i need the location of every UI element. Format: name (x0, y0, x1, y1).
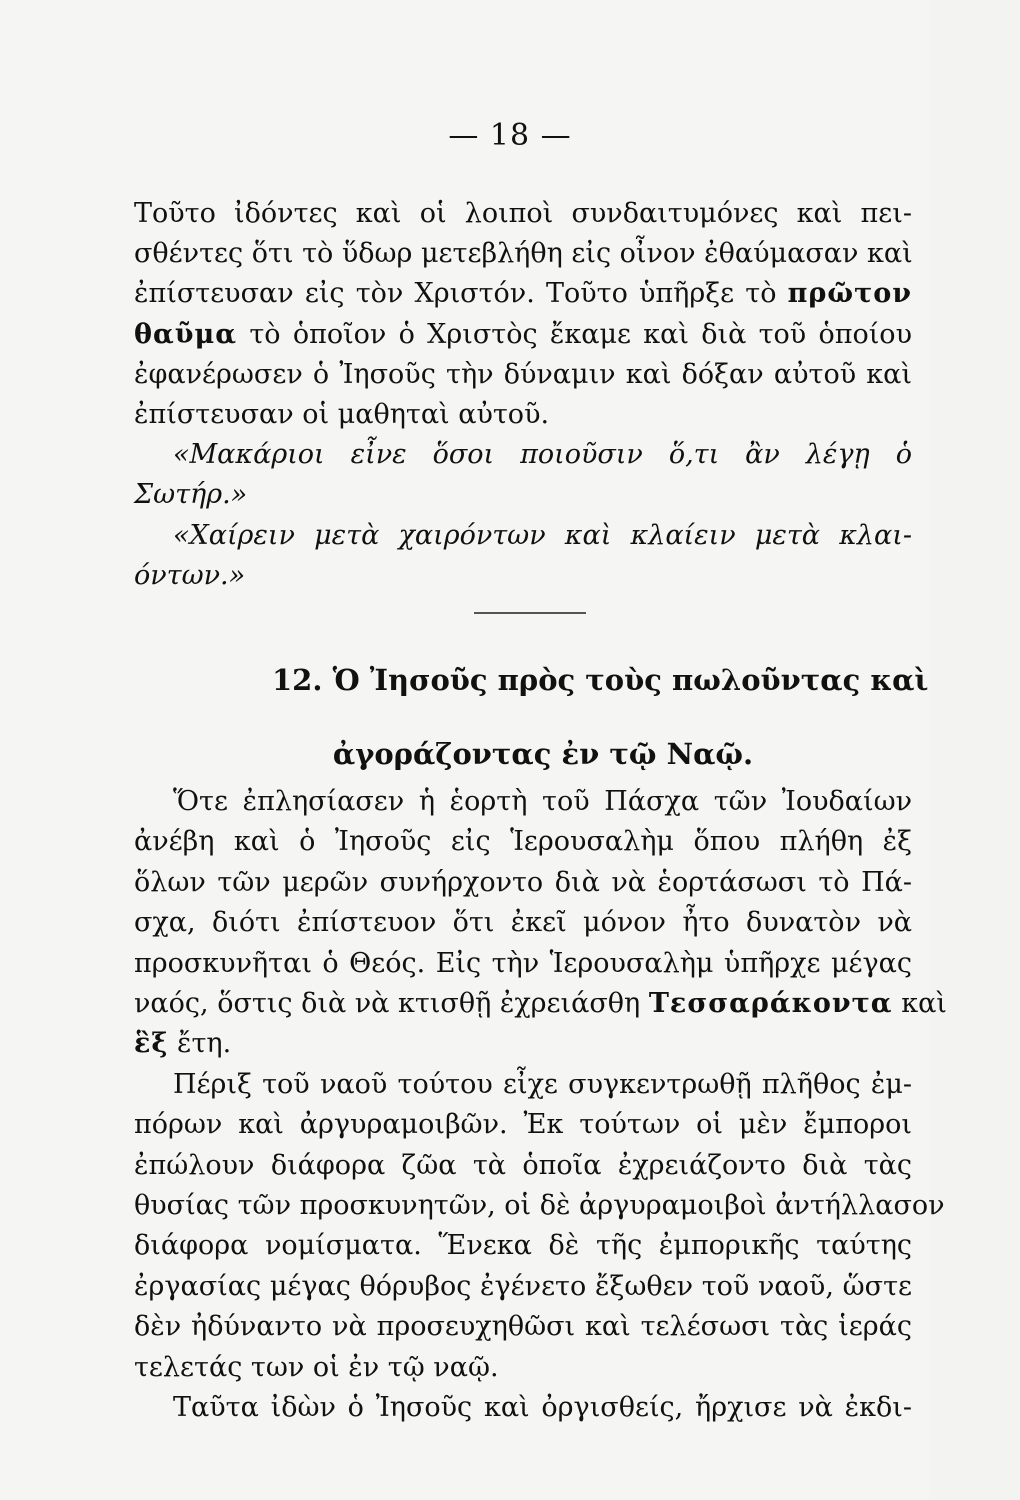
text-line: πόρων καὶ ἀργυραμοιβῶν. Ἐκ τούτων οἱ μὲν ἔμποροι (134, 1109, 912, 1141)
text-line: διάφορα νομίσματα. Ἕνεκα δὲ τῆς ἐμπορικῆς ταύτης (134, 1230, 912, 1262)
text-segment: τὸ ὁποῖον ὁ Χριστὸς ἔκαμε καὶ διὰ τοῦ ὁποίου (249, 318, 912, 350)
text-line: Πέριξ τοῦ ναοῦ τούτου εἶχε συγκεντρωθῇ πλῆθος ἐμ- (173, 1068, 912, 1100)
text-line: προσκυνῆται ὁ Θεός. Εἰς τὴν Ἱερουσαλὴμ ὑπῆρχε μέγας (134, 947, 912, 979)
text-segment: σθέντες ὅτι τὸ ὕδωρ μετεβλήθη εἰς οἶνον ἐθαύμασαν καὶ (134, 238, 913, 270)
section-number: 12. (272, 663, 323, 697)
text-segment: ναός, ὅστις διὰ νὰ κτισθῇ ἐχρειάσθη (134, 988, 641, 1020)
text-line: ἀνέβη καὶ ὁ Ἰησοῦς εἰς Ἱερουσαλὴμ ὅπου πλήθη ἐξ (134, 826, 912, 858)
text-line (134, 234, 912, 274)
text-line: Τοῦτο ἰδόντες καὶ οἱ λοιποὶ συνδαιτυμόνες καὶ πει- (134, 198, 912, 229)
intro-paragraph (134, 194, 912, 596)
text-line (134, 984, 947, 1024)
bold-term-forty: Τεσσαράκοντα (648, 988, 893, 1020)
heading-line: ἀγοράζοντας ἐν τῷ Ναῷ. (332, 737, 754, 771)
text-line: θυσίας τῶν προσκυνητῶν, οἱ δὲ ἀργυραμοιβοὶ ἀντήλλασον (134, 1190, 945, 1222)
text-segment: ἔτη. (177, 1028, 232, 1060)
text-line: Ὅτε ἐπλησίασεν ἡ ἑορτὴ τοῦ Πάσχα τῶν Ἰουδαίων (173, 786, 912, 817)
text-line (134, 1024, 912, 1064)
body-paragraphs (134, 782, 947, 1429)
text-line: σχα, διότι ἐπίστευον ὅτι ἐκεῖ μόνον ἦτο δυνατὸν νὰ (134, 907, 912, 939)
bold-term-first: πρῶτον (787, 278, 912, 310)
text-line (134, 315, 912, 355)
text-line (134, 274, 912, 314)
bold-term-six: ἓξ (134, 1028, 169, 1060)
text-line: ἐργασίας μέγας θόρυβος ἐγένετο ἔξωθεν τοῦ ναοῦ, ὥστε (134, 1270, 912, 1302)
quote-line: όντων.» (134, 559, 246, 591)
text-line: ἐπώλουν διάφορα ζῶα τὰ ὁποῖα ἐχρειάζοντο διὰ τὰς (134, 1149, 912, 1181)
section-divider (474, 612, 586, 614)
heading-line (134, 650, 929, 710)
page-number: — 18 — (448, 118, 572, 153)
section-heading (134, 650, 929, 784)
text-line: τελετάς των οἱ ἐν τῷ ναῷ. (134, 1351, 499, 1383)
text-line: ὅλων τῶν μερῶν συνήρχοντο διὰ νὰ ἑορτάσωσι τὸ Πά- (134, 866, 912, 898)
quote-line: Σωτήρ.» (134, 479, 248, 511)
heading-text: Ὁ Ἰησοῦς πρὸς τοὺς πωλοῦντας καὶ (332, 663, 929, 697)
quote-line: «Χαίρειν μετὰ χαιρόντων καὶ κλαίειν μετὰ κλαι- (173, 519, 912, 551)
text-segment: ἐπίστευσαν εἰς τὸν Χριστόν. Τοῦτο ὑπῆρξε τὸ (134, 278, 777, 310)
text-segment: καὶ (901, 988, 947, 1020)
quote-line: «Μακάριοι εἶνε ὅσοι ποιοῦσιν ὅ,τι ἂν λέγῃ ὁ (173, 439, 912, 471)
text-line: ἐφανέρωσεν ὁ Ἰησοῦς τὴν δύναμιν καὶ δόξαν αὐτοῦ καὶ (134, 358, 912, 390)
text-line: δὲν ἠδύναντο νὰ προσευχηθῶσι καὶ τελέσωσι τὰς ἱεράς (134, 1311, 912, 1343)
text-line: ἐπίστευσαν οἱ μαθηταὶ αὐτοῦ. (134, 399, 550, 431)
text-line: Ταῦτα ἰδὼν ὁ Ἰησοῦς καὶ ὀργισθείς, ἤρχισε νὰ ἐκδι- (173, 1392, 912, 1424)
bold-term-miracle: θαῦμα (134, 318, 238, 350)
